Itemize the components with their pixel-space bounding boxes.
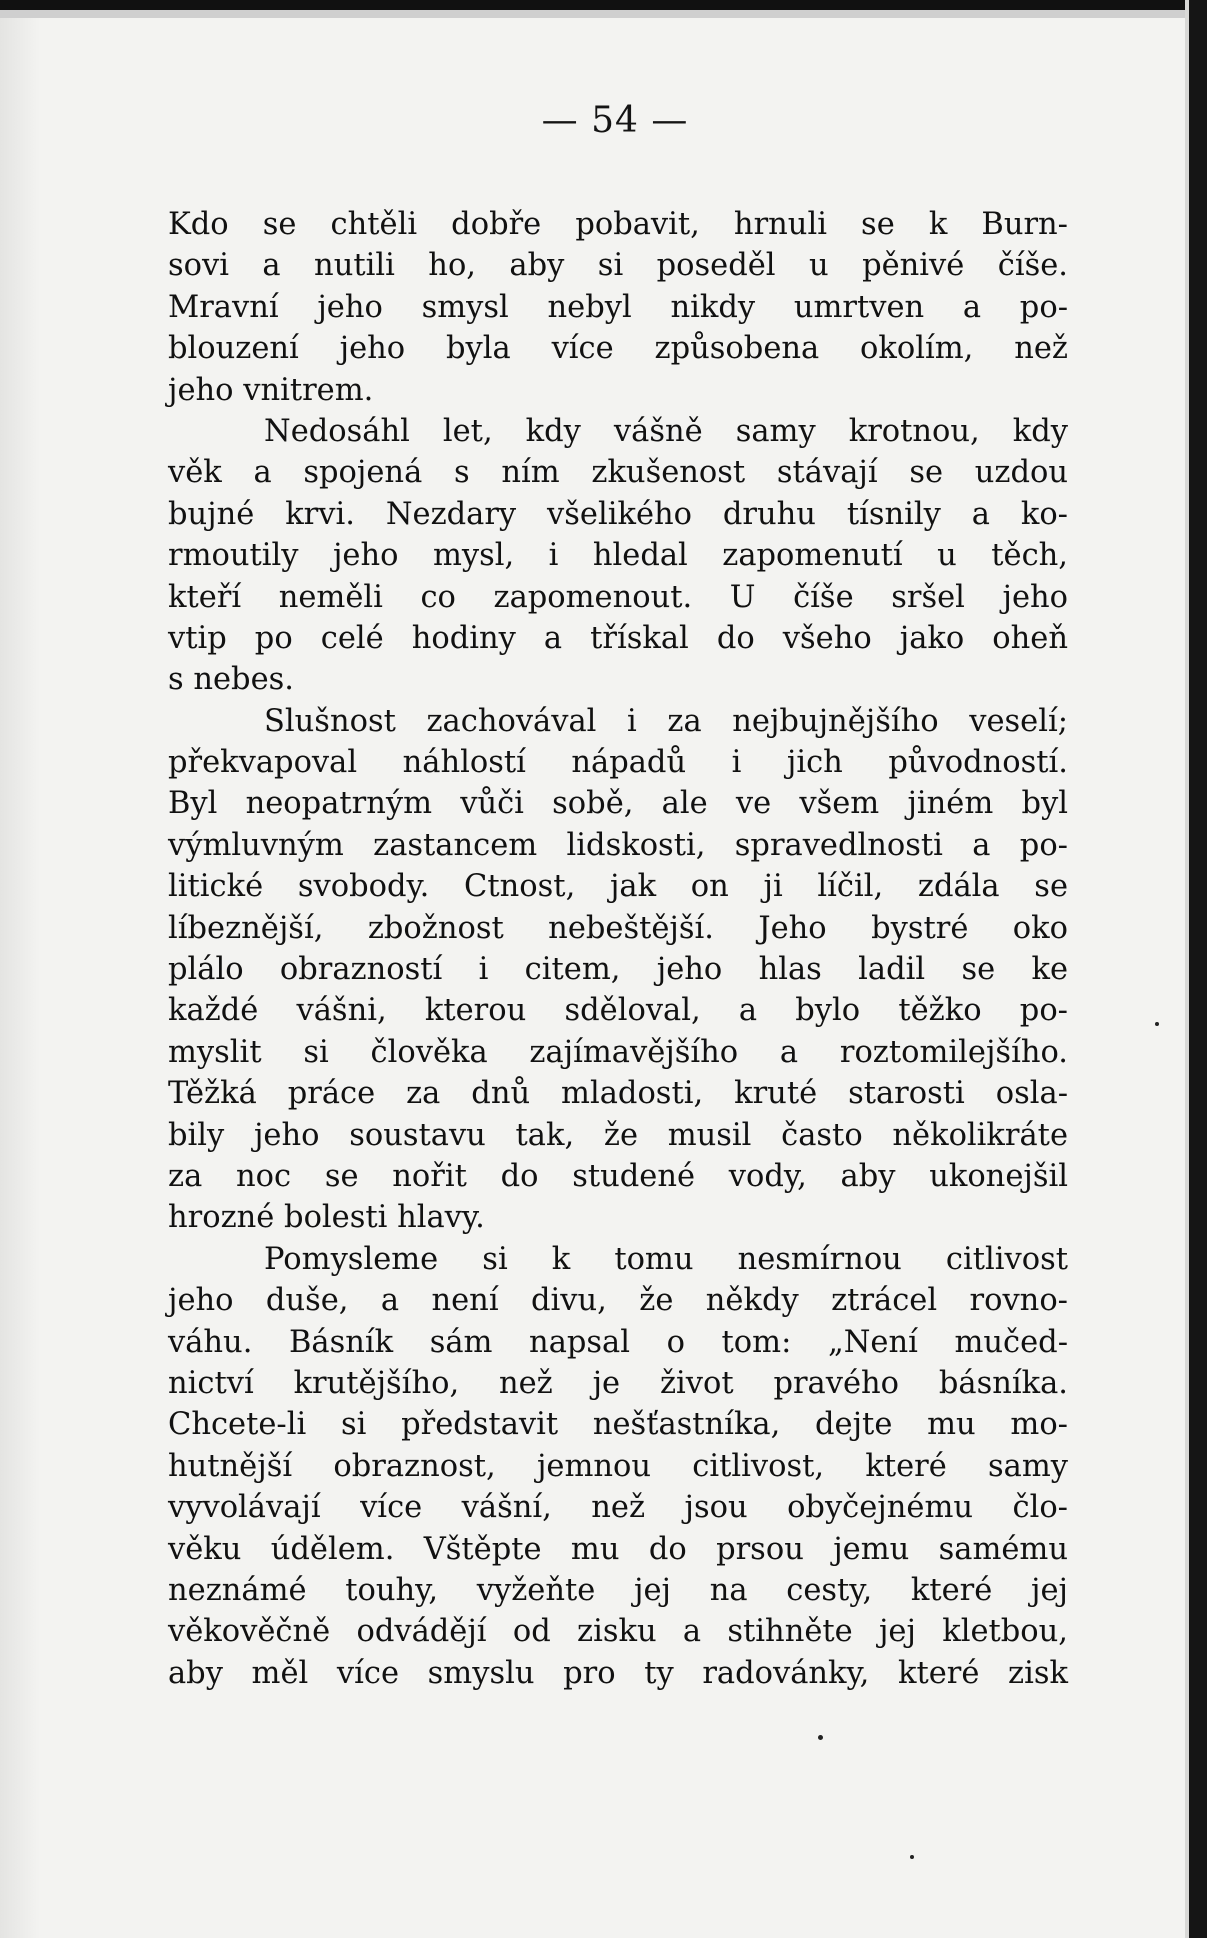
text-line: bily jeho soustavu tak, že musil často několikráte (168, 1117, 1068, 1153)
scan-right-edge (1185, 0, 1207, 1938)
ink-speck (910, 1855, 914, 1859)
text-line: Byl neopatrným vůči sobě, ale ve všem jiném byl (168, 786, 1068, 822)
text-line: překvapoval náhlostí nápadů i jich původností. (168, 745, 1068, 781)
text-line: Pomysleme si k tomu nesmírnou citlivost (264, 1241, 1068, 1277)
text-line: Mravní jeho smysl nebyl nikdy umrtven a po- (168, 289, 1068, 325)
text-line: blouzení jeho byla více způsobena okolím, než (168, 331, 1068, 367)
text-line: věk a spojená s ním zkušenost stávají se uzdou (168, 455, 1068, 491)
text-line: aby měl více smyslu pro ty radovánky, které zisk (168, 1655, 1068, 1691)
text-line: Kdo se chtěli dobře pobavit, hrnuli se k Burn- (168, 207, 1068, 242)
text-line: vtip po celé hodiny a třískal do všeho jako oheň (168, 620, 1068, 656)
text-line: plálo obrazností i citem, jeho hlas ladil se ke (168, 952, 1068, 988)
text-line: neznámé touhy, vyžeňte jej na cesty, které jej (168, 1572, 1068, 1608)
page-number: — 54 — (541, 100, 689, 141)
text-line: líbeznější, zbožnost nebeštější. Jeho bystré oko (168, 910, 1068, 946)
text-line: litické svobody. Ctnost, jak on ji líčil, zdála se (168, 869, 1068, 905)
text-line: bujné krvi. Nezdary všelikého druhu tísnily a ko- (168, 496, 1068, 532)
text-line: Chcete-li si představit nešťastníka, dejte mu mo- (168, 1407, 1068, 1443)
text-line: myslit si člověka zajímavějšího a roztomilejšího. (168, 1034, 1068, 1070)
text-line: váhu. Básník sám napsal o tom: „Není mučed- (168, 1324, 1068, 1360)
text-line: každé vášni, kterou sděloval, a bylo těžko po- (168, 993, 1068, 1029)
scan-top-edge (0, 0, 1207, 18)
ink-speck (818, 1735, 823, 1740)
text-line: hutnější obraznost, jemnou citlivost, které samy (168, 1448, 1068, 1484)
text-line: výmluvným zastancem lidskosti, spravedlnosti a po- (168, 827, 1068, 863)
text-line: Těžká práce za dnů mladosti, kruté starosti osla- (168, 1076, 1068, 1112)
page-gutter-shadow (0, 0, 40, 1938)
text-line: nictví krutějšího, než je život pravého básníka. (168, 1365, 1068, 1401)
text-line: věku údělem. Vštěpte mu do prsou jemu samému (168, 1531, 1068, 1567)
text-line: jeho duše, a není divu, že někdy ztrácel rovno- (168, 1283, 1068, 1319)
text-line: jeho vnitrem. (168, 372, 374, 408)
text-line: sovi a nutili ho, aby si poseděl u pěnivé číše. (168, 248, 1068, 284)
text-line: vyvolávají více vášní, než jsou obyčejnému člo- (168, 1490, 1068, 1526)
text-line: věkověčně odvádějí od zisku a stihněte jej kletbou, (168, 1614, 1068, 1650)
text-line: kteří neměli co zapomenout. U číše sršel jeho (168, 579, 1068, 615)
text-line: za noc se nořit do studené vody, aby ukonejšil (168, 1158, 1068, 1194)
text-line: hrozné bolesti hlavy. (168, 1200, 485, 1236)
text-line: s nebes. (168, 662, 294, 698)
text-line: Slušnost zachovával i za nejbujnějšího veselí; (264, 703, 1068, 739)
body-text (168, 204, 1068, 1694)
text-line: Nedosáhl let, kdy vášně samy krotnou, kdy (264, 413, 1068, 449)
ink-speck (1155, 1022, 1159, 1026)
text-line: rmoutily jeho mysl, i hledal zapomenutí u těch, (168, 538, 1068, 574)
